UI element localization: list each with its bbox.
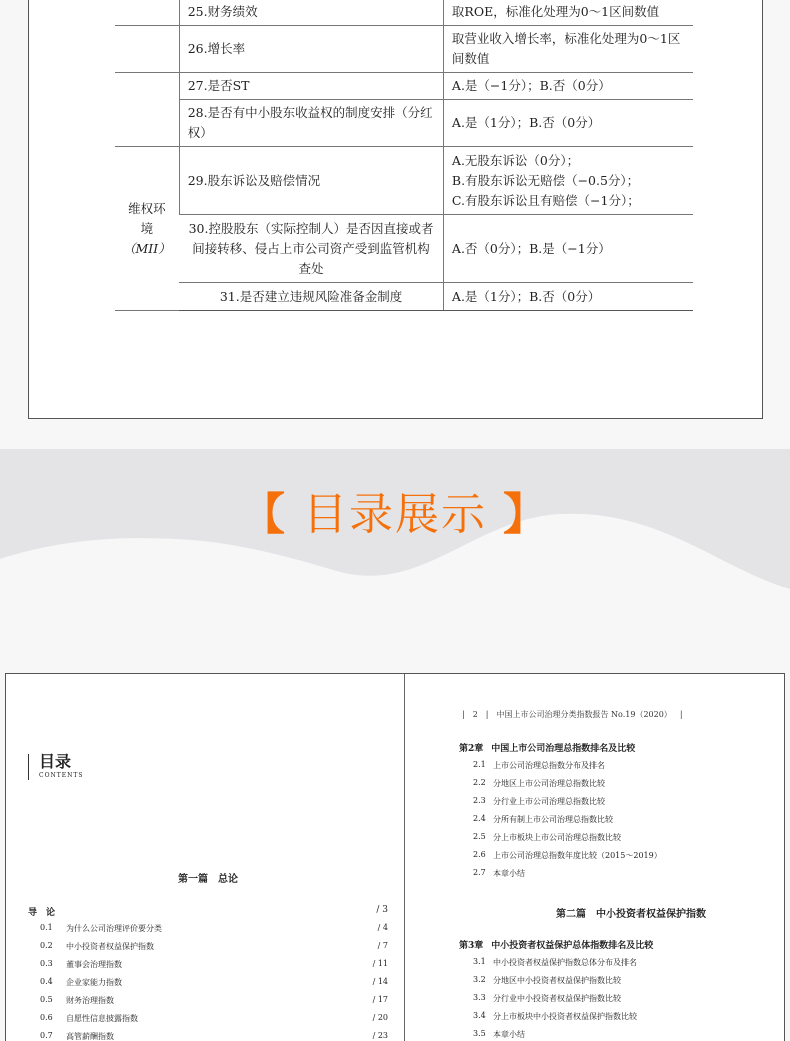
- running-header: | 2 | 中国上市公司治理分类指数报告 No.19（2020） |: [462, 710, 683, 719]
- toc-entry[interactable]: 3.1 中小投资者权益保护指数总体分布及排名: [473, 957, 637, 967]
- toc-entry[interactable]: 2.4 分所有制上市公司治理总指数比较: [473, 814, 613, 824]
- toc-entry[interactable]: 2.2 分地区上市公司治理总指数比较: [473, 778, 605, 788]
- chapter-2-heading[interactable]: 第2章 中国上市公司治理总指数排名及比较: [459, 744, 636, 754]
- section-intro: 导 论 / 3: [28, 905, 388, 918]
- rule-cell: A.无股东诉讼（0分）； B.有股东诉讼无赔偿（−0.5分）； C.有股东诉讼且有赔偿（−1分）；: [443, 147, 693, 215]
- table-row: [115, 283, 693, 311]
- toc-title-text: 目录: [39, 752, 72, 771]
- rule-cell: A.否（0分）；B.是（−1分）: [443, 215, 693, 283]
- chapter-3-heading[interactable]: 第3章 中小投资者权益保护总体指数排名及比较: [459, 941, 654, 951]
- banner-title: [0, 478, 790, 542]
- toc-entry[interactable]: 3.4 分上市板块中小投资者权益保护指数比较: [473, 1011, 637, 1021]
- left-bracket: 【: [241, 489, 287, 540]
- section-banner: [0, 419, 790, 669]
- toc-entry[interactable]: 0.2 中小投资者权益保护指数 / 7: [40, 941, 388, 951]
- item-cell: 28.是否有中小股东收益权的制度安排（分红权）: [179, 100, 443, 147]
- dimension-code: （MII）: [123, 240, 171, 256]
- toc-entry[interactable]: 0.4 企业家能力指数 / 14: [40, 977, 388, 987]
- toc-entry[interactable]: 0.1 为什么公司治理评价要分类 / 4: [40, 923, 388, 933]
- table-row: [115, 0, 693, 26]
- toc-title: [28, 754, 84, 780]
- toc-entry[interactable]: 0.6 自愿性信息披露指数 / 20: [40, 1013, 388, 1023]
- toc-entry[interactable]: 2.5 分上市板块上市公司治理总指数比较: [473, 832, 621, 842]
- toc-subtitle: CONTENTS: [39, 772, 84, 779]
- rule-cell: 取营业收入增长率，标准化处理为0～1区间数值: [443, 26, 693, 73]
- banner-title-text: 目录展示: [303, 489, 487, 540]
- toc-entry[interactable]: 2.1 上市公司治理总指数分布及排名: [473, 760, 605, 770]
- toc-entry[interactable]: 0.5 财务治理指数 / 17: [40, 995, 388, 1005]
- table-row: [115, 147, 693, 215]
- toc-entry[interactable]: 0.7 高管薪酬指数 / 23: [40, 1031, 388, 1041]
- part-two-title: 第二篇 中小投资者权益保护指数: [556, 909, 706, 920]
- wave-background: [0, 419, 790, 669]
- part-one-title: 第一篇 总论: [178, 874, 238, 885]
- item-cell: 29.股东诉讼及赔偿情况: [179, 147, 443, 215]
- toc-entry[interactable]: 2.6 上市公司治理总指数年度比较（2015～2019）: [473, 850, 662, 860]
- toc-entry[interactable]: 2.3 分行业上市公司治理总指数比较: [473, 796, 605, 806]
- table-card: [28, 0, 763, 419]
- book-spread: [5, 673, 785, 1041]
- table-row: [115, 215, 693, 283]
- rule-cell: A.是（1分）；B.否（0分）: [443, 100, 693, 147]
- right-bracket: 】: [503, 489, 549, 540]
- toc-entry[interactable]: 3.2 分地区中小投资者权益保护指数比较: [473, 975, 621, 985]
- item-cell: 25.财务绩效: [179, 0, 443, 26]
- item-cell: 26.增长率: [179, 26, 443, 73]
- toc-entry[interactable]: 3.3 分行业中小投资者权益保护指数比较: [473, 993, 621, 1003]
- table-row: [115, 26, 693, 73]
- table-row: [115, 73, 693, 100]
- header-page-number: 2: [472, 710, 478, 719]
- toc-entry[interactable]: 0.3 董事会治理指数 / 11: [40, 959, 388, 969]
- rule-cell: 取ROE，标准化处理为0～1区间数值: [443, 0, 693, 26]
- rule-cell: A.是（−1分）；B.否（0分）: [443, 73, 693, 100]
- header-title: 中国上市公司治理分类指数报告 No.19（2020）: [496, 710, 672, 719]
- toc-entry[interactable]: 2.7 本章小结: [473, 868, 525, 878]
- item-cell: 27.是否ST: [179, 73, 443, 100]
- table-row: [115, 100, 693, 147]
- indicator-table: [115, 0, 693, 311]
- page-divider: [404, 674, 405, 1041]
- item-cell: 30.控股股东（实际控制人）是否因直接或者间接转移、侵占上市公司资产受到监管机构查处: [179, 215, 443, 283]
- item-cell: 31.是否建立违规风险准备金制度: [179, 283, 443, 311]
- toc-entry[interactable]: 3.5 本章小结: [473, 1029, 525, 1039]
- rule-cell: A.是（1分）；B.否（0分）: [443, 283, 693, 311]
- dimension-label: 维权环境 （MII）: [115, 147, 179, 311]
